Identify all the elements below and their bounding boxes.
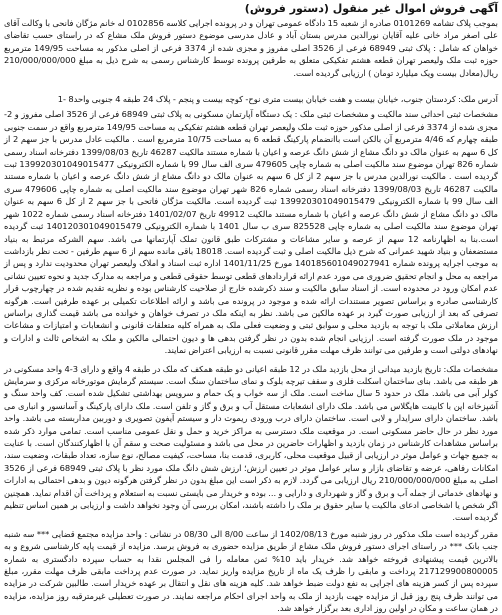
- notice-paragraph-intro: بموجب پلاک تشامه 0101269 صادره از شعبه 15 دادگاه عمومی تهران و در پرونده اجرایی کلاسه 0102856 له خانم مژگان فانحی با وکالت آقای علی اصغر مراد خانی علیه آقایان نورالدین مدرس بستان آباد و عادل مدرسی موضوع دستور فروش ملک مشاع که در راستای حسب تقاضای خواهان که شامل : پلاک ثبتی 68949 فرعی از 3526 اصلی مفروز و مجزی شده از 3374 فرعی از اصلی مذکور به مساحت 149/95 مترمربع حوزه ثبت ملک ولیعصر تهران قطعه هشتم تفکیکی متعلق به طرفین پرونده توسط کارشناس رسمی به شرح ذیل به مبلغ 210/000/000/000 ریال(معادل بیست ویک میلیارد تومان ) ارزیابی گردیده است.: [4, 18, 499, 78]
- notice-paragraph-auction-terms: مقرر گردیده است ملک مذکور در روز شنبه مورخ 1402/08/13 از ساعت 8/00 الی 08/30 در نشانی : واحد مزایده مجتمع قضایی *** سه شنبه جنب بانک *** در راستای اجرای دستور فروش ملک مشاع از طریق مزایده حضوری به فروش برسد. مزایده از قیمت پایه کارشناسی شروع و به بالاترین قیمت پیشنهادی فروخته خواهد شد. خریدار باید 10% ثمن معامله را فی المجلس نقدا به حساب سپرده دادگستری به شماره 217129900800005 پرداخت و مابقی را ظرف یک ماه از تاریخ مزایده واریز نماید. در صورت عدم پرداخت مابقی ظرف مهلت مقرر، مبلغ سپرده پس از کسر هزینه های اجرایی به نفع دولت ضبط خواهد شد. کلیه هزینه های نقل و انتقال بر عهده خریدار است. طالبین شرکت در مزایده می توانند ظرف پنج روز قبل از مزایده جهت بازدید از ملک به واحد اجرای احکام مراجعه نمایند. در صورت تعطیلی غیرمترقبه روز مزایده، مزایده در همان ساعت و مکان در اولین روز اداری بعد برگزار خواهد شد.: [4, 528, 499, 614]
- notice-paragraph-property-details: مشخصات ملک: تاریخ بازدید میدانی از محل بازدید ملک در 12 طبقه اعیانی دو طبقه همکف که ملک در طبقه 4 واقع و دارای 3-4 واحد مسکونی در هر طبقه می باشد. بنای ساختمان اسکلت فلزی و سقف تیرچه بلوک و نمای ساختمان سنگ است. سیستم گرمایش موتورخانه مرکزی و سرمایش کولر آبی می باشد. ملک در حدود 5 سال ساخت است. ملک از سه خواب و یک حمام و سرویس بهداشتی تشکیل شده است. کف واحد سنگ و آشپزخانه اپن با کابینت هایگلاس می باشد. ملک دارای انشعابات مستقل آب و برق و گاز و تلفن است. ملک دارای پارکینگ و آسانسور و انباری می باشد. ساختمان دارای سرایدار و لابی است. ساختمان دارای درب ورودی ریموت دار و سیستم آیفون تصویری و دوربین مداربسته می باشد. واحد مورد نظر در حال حاضر مسکونی است. در موقعیت ملک دسترسی به مراکز خرید و حمل و نقل عمومی مناسب است. تمامی موارد ذکر شده براساس مشاهدات کارشناس در زمان بازدید و اظهارات حاضرین در محل می باشد و مسئولیت صحت و سقم آن با اظهارکنندگان است. با عنایت به جمیع جهات و عوامل موثر در ارزیابی از قبیل موقعیت محلی، کاربری، قدمت بنا، مساحت، کیفیت مصالح، نوع سازه، تعداد طبقات، وضعیت سند، امکانات رفاهی، عرضه و تقاضای بازار و سایر عوامل موثر در تعیین ارزش؛ ارزش شش دانگ ملک مورد نظر با پلاک ثبتی 68949 فرعی از 3526 اصلی به مبلغ 210/000/000/000 ریال ارزیابی می گردد. لازم به ذکر است این مبلغ بدون در نظر گرفتن هرگونه دیون و بدهی احتمالی به ادارات و نهادهای خدماتی از جمله آب و برق و گاز و شهرداری و دارایی و ... بوده و خریدار می بایستی نسبت به استعلام و پرداخت آن اقدام نماید. همچنین اگر شخص یا اشخاصی ادعای مالکیت یا سایر حقوق بر ملک را داشته باشند، امکان بررسی آن وجود نخواهد داشت و ارزیابی بر همین اساس تنظیم گردیده است.: [4, 363, 499, 523]
- notice-paragraph-registration: مشخصات ثبتی احداثی سند مالکیت و مشخصات ثبتی ملک : یک دستگاه آپارتمان مسکونی به پلاک ثبتی 68949 فرعی از 3526 اصلی مفروز و 2- مجزی شده از 3374 فرعی از اصلی مذکور حوزه ثبت ملک ولیعصر تهران قطعه هشتم تفکیکی به مساحت 149/95 مترمربع واقع در سمت جنوبی طبقه چهارم که 4/46 مترمربع آن بالکن است باانضمام پارکینگ قطعه 6 به مساحت 10/75 مترمربع است . مالکیت عادل مدرس با جز سهم 2 از کل 6 سهم به عنوان مالک دو دانگ مشاع از شش دانگ عرصه و اعیان با شماره مستند مالکیت 46287 تاریخ 1399/08/03 دفترخانه اسناد رسمی شماره 826 تهران موضوع سند مالکیت اصلی به شماره چاپی 479605 سری الف سال 99 با شماره الکترونیکی 139920301049015477 ثبت گردیده است . مالکیت نورالدین مدرس با جز سهم 2 از کل 6 سهم به عنوان مالک دو دانگ مشاع از شش دانگ عرصه و اعیان با شماره مستند مالکیت 46287 تاریخ 1399/08/03 دفترخانه اسناد رسمی شماره 826 شهر تهران موضوع سند مالکیت اصلی به شماره چاپی 479606 سری الف سال 99 با شماره الکترونیکی 139920301049015479 ثبت گردیده است. مالکیت مژگان فاتحی با جز سهم 2 از کل 6 سهم به عنوان مالک دو دانگ مشاع از شش دانگ عرصه و اعیان با شماره مستند مالکیت 49912 تاریخ 1401/02/07 دفترخانه اسناد رسمی شماره 1022 شهر تهران موضوع سند مالکیت اصلی به شماره چاپی 825528 سری ب سال 1401 با شماره الکترونیکی 140120301049015479 ثبت گردیده است.بنا به اظهارنامه 12 سهم از عرصه و سایر مشاعات و مشترکات طبق قانون تملک آپارتمانها می باشد. سهم الشرکه مرتبط به بنیاد مستضعفان و بنیاد شهید عمرانی که شرح ذیل مالکیت اصلی و ثبت گردیده است. 18018 باقی مانده سهم از 6 سهم طرفین - تحت نظر بازداشت به موجب اجرایه پرونده شماره 140185601049027941 مورخ 1401/11/25 اداره ثبت اسناد و املاک ولیعصر تهران محدودیت ندارد و پس از مراجعه به محل و انجام تحقیق ضروری می مورد عدم ارائه قراردادهای قطعی توسط حقوقی قطعی و مراجعه به مدارک جدید و نحوه تعیین نشانی عدم امکان ورود در محدوده است. از اسناد سابق مالکیت و سند ذکرشده خارج از صلاحیت کارشناس بوده و نظریه تقدیم شده در چهارچوب قرار کارشناسی صادره و براساس تصویر مستندات ارائه شده و موجود در پرونده می باشد و ارائه اطلاعات تکمیلی بر عهده طرفین است. هرگونه تصرفی که بعد از ارزیابی صورت گیرد بر عهده مالکین می باشد. نظر به اینکه ملک در تصرف خواهان و خوانده می باشد قیمت گذاری براساس ارزش معاملاتی ملک با توجه به بازدید محلی و سوابق ثبتی و وضعیت فعلی ملک به همراه کلیه متعلقات قانونی و انشعابات و امتیازات و مشاعات موجود در ملک صورت گرفته است. ارزیابی انجام شده بدون در نظر گرفتن بدهی ها و دیون احتمالی مالکین و ملک به اشخاص ثالث و ادارات و نهادهای دولتی است و طرفین می توانند ظرف مهلت مقرر قانونی نسبت به ارزیابی اعتراض نمایند.: [4, 109, 499, 356]
- notice-title: آگهی فروش اموال غیر منقول (دستور فروش): [244, 2, 498, 15]
- notice-paragraph-address: آدرس ملک: کردستان جنوب، خیابان بیست و هفت خیابان بیست متری نوح- کوچه بیست و پنجم - پلاک 24 طبقه 4 جنوبی واحد8 -1: [57, 94, 498, 105]
